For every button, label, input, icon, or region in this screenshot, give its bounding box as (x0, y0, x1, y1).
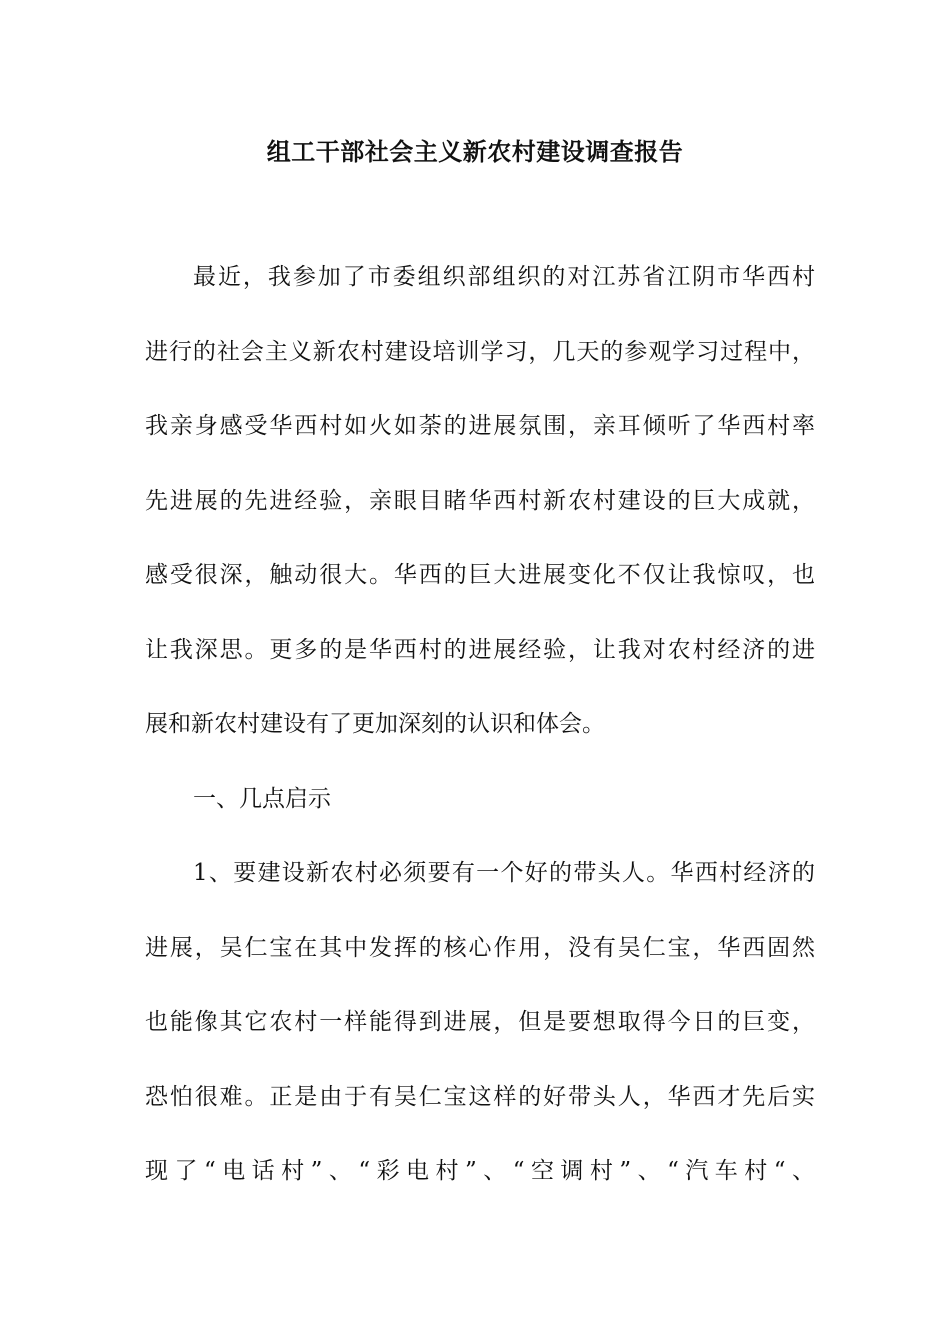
section-heading: 一、几点启示 (193, 786, 331, 812)
document-title: 组工干部社会主义新农村建设调查报告 (266, 137, 684, 166)
paragraph-2-line-2: 进展，吴仁宝在其中发挥的核心作用，没有吴仁宝，华西固然 (145, 935, 815, 961)
paragraph-1-line-1: 最近，我参加了市委组织部组织的对江苏省江阴市华西村 (193, 264, 815, 290)
paragraph-1-line-4: 先进展的先进经验，亲眼目睹华西村新农村建设的巨大成就， (145, 488, 815, 514)
paragraph-1-line-2: 进行的社会主义新农村建设培训学习，几天的参观学习过程中， (145, 339, 815, 365)
paragraph-2-line-4: 恐怕很难。正是由于有吴仁宝这样的好带头人，华西才先后实 (145, 1084, 815, 1110)
paragraph-1-line-7: 展和新农村建设有了更加深刻的认识和体会。 (145, 711, 605, 737)
paragraph-2-line-3: 也能像其它农村一样能得到进展，但是要想取得今日的巨变， (145, 1009, 815, 1035)
paragraph-1-line-5: 感受很深，触动很大。华西的巨大进展变化不仅让我惊叹，也 (145, 562, 815, 588)
paragraph-1-line-6: 让我深思。更多的是华西村的进展经验，让我对农村经济的进 (145, 637, 815, 663)
paragraph-2-line-1: 1、要建设新农村必须要有一个好的带头人。华西村经济的 (193, 860, 815, 886)
paragraph-2-line-5: 现了“电话村”、“彩电村”、“空调村”、“汽车村“、 (145, 1158, 815, 1184)
paragraph-1-line-3: 我亲身感受华西村如火如荼的进展氛围，亲耳倾听了华西村率 (145, 413, 815, 439)
